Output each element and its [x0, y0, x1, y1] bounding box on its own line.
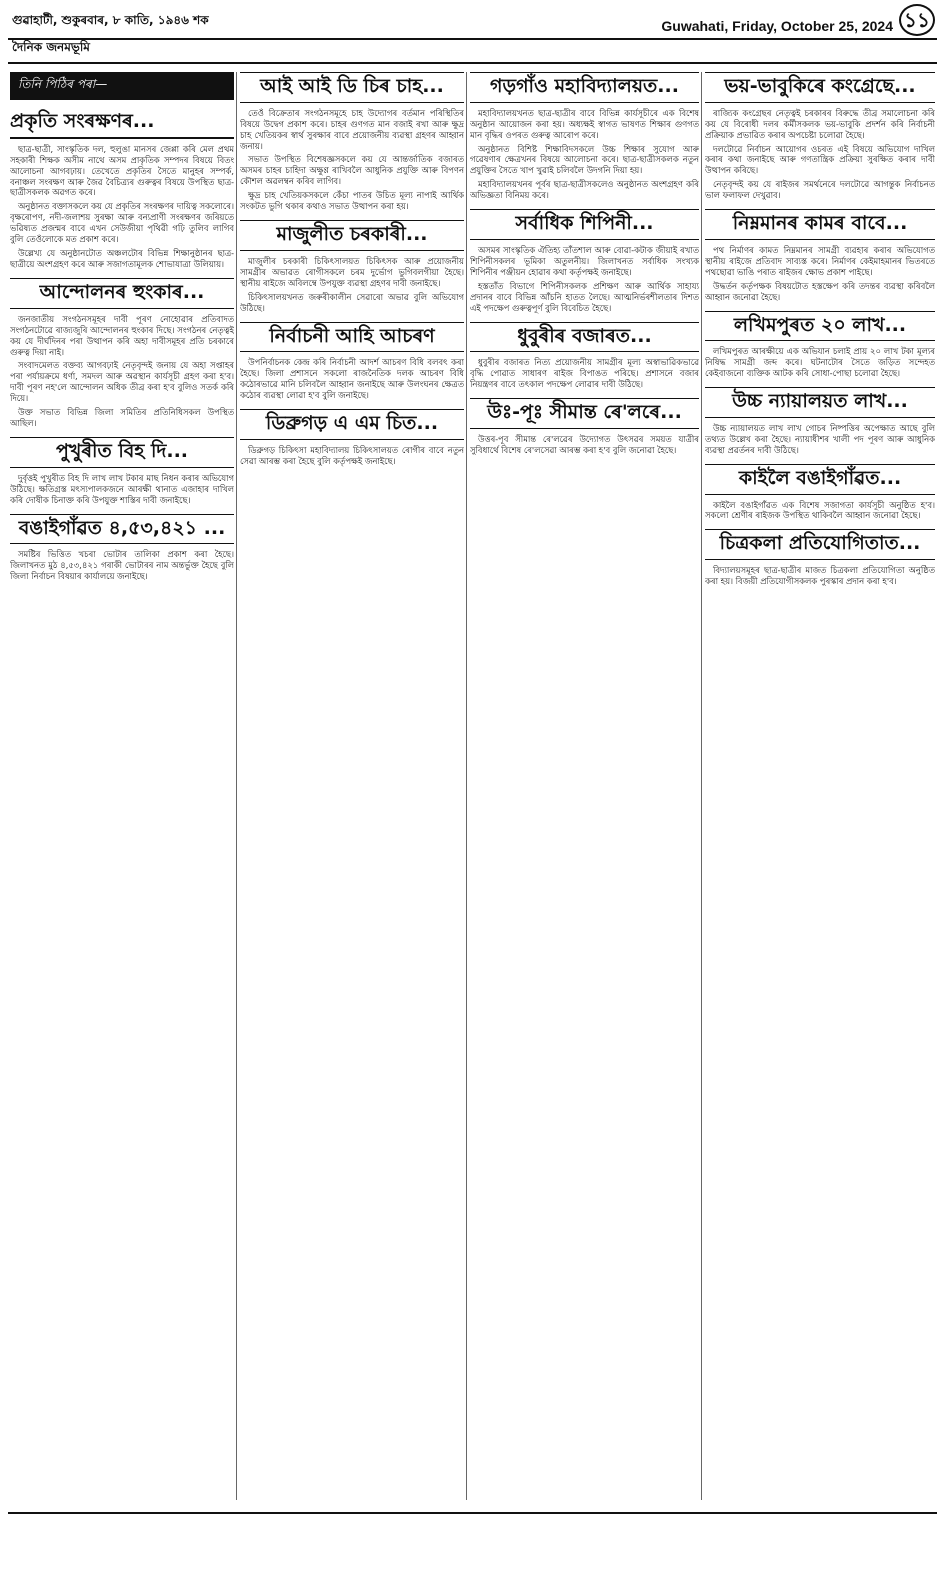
article-body	[10, 314, 234, 429]
article-paragraph: ডিব্ৰুগড় চিকিৎসা মহাবিদ্যালয় চিকিৎসালয়ত ৰোগীৰ বাবে নতুন সেৱা আৰম্ভ কৰা হৈছে বুলি কৰ্তৃপক্ষই জনাইছে।	[240, 444, 464, 466]
masthead-date-english: Guwahati, Friday, October 25, 2024	[661, 18, 893, 34]
article	[240, 220, 464, 313]
article-headline: লখিমপুৰত ২০ লাখ...	[705, 311, 935, 342]
article	[10, 437, 234, 506]
article-paragraph: নেতৃবৃন্দই কয় যে ৰাইজৰ সমৰ্থনেৰে দলটোৱে আগন্তুক নিৰ্বাচনত ভাল ফলাফল দেখুৱাব।	[705, 179, 935, 201]
article-paragraph: তেওঁ বিক্ৰেতাৰ সংগঠনসমূহে চাহ উদ্যোগৰ বৰ্তমান পৰিস্থিতিৰ বিষয়ে উদ্বেগ প্ৰকাশ কৰে। চাহৰ গুণগত মান বজাই ৰখা আৰু ক্ষুদ্ৰ চাহ খেতিয়কৰ স্বাৰ্থ সুৰক্ষাৰ বাবে প্ৰয়োজনীয় ব্যৱস্থা গ্ৰহণৰ আহ্বান জনায়।	[240, 107, 464, 151]
article-paragraph: দুৰ্বৃত্তই পুখুৰীত বিহ দি লাখ লাখ টকাৰ মাছ নিধন কৰাৰ অভিযোগ উঠিছে। ক্ষতিগ্ৰস্ত মৎস্যপালকজনে আৰক্ষী থানাত এজাহাৰ দাখিল কৰি দোষীক চিনাক্ত কৰি উপযুক্ত শাস্তিৰ দাবী জনাইছে।	[10, 472, 234, 505]
article-headline: প্ৰকৃতি সংৰক্ষণৰ...	[10, 108, 234, 139]
article-headline: উঃ-পূঃ সীমান্ত ৰে'লৰে...	[470, 398, 699, 429]
article-body	[705, 245, 935, 303]
article-paragraph: উক্ত সভাত বিভিন্ন জিলা সমিতিৰ প্ৰতিনিধিসকল উপস্থিত আছিল।	[10, 407, 234, 429]
article-paragraph: অনুষ্ঠানত বিশিষ্ট শিক্ষাবিদসকলে উচ্চ শিক্ষাৰ সুযোগ আৰু গৱেষণাৰ ক্ষেত্ৰখনৰ বিষয়ে আলোচনা কৰে। ছাত্ৰ-ছাত্ৰীসকলক নতুন প্ৰযুক্তিৰ সৈতে খাপ খুৱাই চলিবলৈ উদগনি দিয়া হয়।	[470, 143, 699, 176]
article-paragraph: উপনিৰ্বাচনক কেন্দ্ৰ কৰি নিৰ্বাচনী আদৰ্শ আচৰণ বিধি বলবৎ কৰা হৈছে। জিলা প্ৰশাসনে সকলো ৰাজনৈতিক দলক আচৰণ বিধি কঠোৰভাৱে মানি চলিবলৈ আহ্বান জনাইছে আৰু উলংঘনৰ ক্ষেত্ৰত কঠোৰ ব্যৱস্থা লোৱা হ'ব বুলি জনাইছে।	[240, 357, 464, 401]
article-headline: ডিব্ৰুগড় এ এম চিত...	[240, 409, 464, 440]
article-paragraph: উত্তৰ-পূব সীমান্ত ৰে'লৱেৰ উদ্যোগত উৎসৱৰ সময়ত যাত্ৰীৰ সুবিধাৰ্থে বিশেষ ৰে'লসেৱা আৰম্ভ কৰা হ'ব বুলি জনোৱা হৈছে।	[470, 433, 699, 455]
section-tab: তিনি পিঠিৰ পৰা—	[10, 72, 234, 100]
article-paragraph: সমষ্টিৰ ভিত্তিত খচৰা ভোটাৰ তালিকা প্ৰকাশ কৰা হৈছে। জিলাখনত মুঠ ৪,৫৩,৪২১ গৰাকী ভোটাৰৰ নাম অন্তৰ্ভুক্ত হৈছে বুলি জিলা নিৰ্বাচন বিষয়াৰ কাৰ্যালয়ে জনাইছে।	[10, 549, 234, 582]
article-body	[240, 445, 464, 467]
article-body	[10, 144, 234, 270]
article-paragraph: ছাত্ৰ-ছাত্ৰী, সাংস্কৃতিক দল, হুলুঙা মানসৰ জেপ্পা কৰি মেল প্ৰথম সহকাৰী শিক্ষক অসীম নাথে অসম প্ৰাকৃতিক সম্পদৰ বিষয়ে বিতং আলোচনা আগবঢ়ায়। তেখেতে প্ৰকৃতিৰ সৈতে মানুহৰ সম্পৰ্ক, বনাঞ্চল সংৰক্ষণ আৰু জৈৱ বৈচিত্ৰ্যৰ গুৰুত্বৰ বিষয়ে উপস্থিত ছাত্ৰ-ছাত্ৰীসকলক অৱগত কৰে।	[10, 143, 234, 198]
article-headline: আই আই ডি চিৰ চাহ...	[240, 72, 464, 103]
article	[705, 387, 935, 456]
article-headline: ভয়-ভাবুকিৰে কংগ্ৰেছে...	[705, 72, 935, 103]
article-paragraph: মহাবিদ্যালয়খনৰ পূৰ্বৰ ছাত্ৰ-ছাত্ৰীসকলেও অনুষ্ঠানত অংশগ্ৰহণ কৰি অভিজ্ঞতা বিনিময় কৰে।	[470, 179, 699, 201]
article-body	[470, 434, 699, 456]
article-paragraph: মাজুলীৰ চৰকাৰী চিকিৎসালয়ত চিকিৎসক আৰু প্ৰয়োজনীয় সামগ্ৰীৰ অভাৱত ৰোগীসকলে চৰম দুৰ্ভোগ ভুগিবলগীয়া হৈছে। স্থানীয় ৰাইজে অবিলম্বে উপযুক্ত ব্যৱস্থা গ্ৰহণৰ দাবী জনাইছে।	[240, 255, 464, 288]
article-body	[470, 357, 699, 390]
article	[470, 209, 699, 313]
article	[470, 398, 699, 456]
article-body	[705, 108, 935, 201]
article	[240, 72, 464, 212]
article	[10, 278, 234, 429]
article-body	[10, 549, 234, 582]
column-4	[705, 72, 935, 1508]
article-headline: উচ্চ ন্যায়ালয়ত লাখ...	[705, 387, 935, 418]
article	[10, 108, 234, 270]
article-headline: কাইলৈ বঙাইগাঁৱত...	[705, 464, 935, 495]
article	[705, 209, 935, 302]
article	[470, 322, 699, 391]
article	[240, 322, 464, 401]
masthead	[8, 0, 937, 68]
article-body	[705, 500, 935, 522]
column-divider	[236, 72, 237, 1500]
article-paragraph: উচ্চ ন্যায়ালয়ত লাখ লাখ গোচৰ নিষ্পত্তিৰ অপেক্ষাত আছে বুলি তথ্যত উল্লেখ কৰা হৈছে। ন্যায়াধীশৰ খালী পদ পূৰণ আৰু আধুনিক ব্যৱস্থা প্ৰৱৰ্তনৰ দাবী উঠিছে।	[705, 422, 935, 455]
page-number: ১১	[899, 4, 935, 36]
column-divider	[466, 72, 467, 1500]
article-paragraph: লখিমপুৰত আৰক্ষীয়ে এক অভিযান চলাই প্ৰায় ২০ লাখ টকা মূল্যৰ নিষিদ্ধ সামগ্ৰী জব্দ কৰে। ঘটনাটোৰ সৈতে জড়িত সন্দেহত কেইবাজনো ব্যক্তিক আটক কৰি সোধা-পোছা চলোৱা হৈছে।	[705, 346, 935, 379]
article-headline: ধুবুৰীৰ বজাৰত...	[470, 322, 699, 353]
article-paragraph: অসমৰ সাংস্কৃতিক ঐতিহ্য তাঁতশাল আৰু বোৱা-কটাক জীয়াই ৰখাত শিপিনীসকলৰ ভূমিকা অতুলনীয়। জিলাখনত সৰ্বাধিক সংখ্যক শিপিনীৰ পঞ্জীয়ন হোৱাৰ কথা কৰ্তৃপক্ষই জনাইছে।	[470, 244, 699, 277]
article-paragraph: হস্ততাঁত বিভাগে শিপিনীসকলক প্ৰশিক্ষণ আৰু আৰ্থিক সাহায্য প্ৰদানৰ বাবে বিভিন্ন আঁচনি হাতত লৈছে। আত্মনিৰ্ভৰশীলতাৰ দিশত এই পদক্ষেপ গুৰুত্বপূৰ্ণ বুলি বিবেচিত হৈছে।	[470, 280, 699, 313]
column-divider	[701, 72, 702, 1500]
article	[705, 464, 935, 522]
article-paragraph: উদ্ধৰ্তন কৰ্তৃপক্ষক বিষয়টোত হস্তক্ষেপ কৰি তদন্তৰ ব্যৱস্থা কৰিবলৈ আহ্বান জনোৱা হৈছে।	[705, 280, 935, 302]
article-paragraph: ধুবুৰীৰ বজাৰত নিত্য প্ৰয়োজনীয় সামগ্ৰীৰ মূল্য অস্বাভাৱিকভাৱে বৃদ্ধি পোৱাত সাধাৰণ ৰাইজ বিপাঙত পৰিছে। প্ৰশাসনে বজাৰ নিয়ন্ত্ৰণৰ বাবে তৎকাল পদক্ষেপ লোৱাৰ দাবী উঠিছে।	[470, 357, 699, 390]
article-headline: সৰ্বাধিক শিপিনী...	[470, 209, 699, 240]
article-paragraph: বিদ্যালয়সমূহৰ ছাত্ৰ-ছাত্ৰীৰ মাজত চিত্ৰকলা প্ৰতিযোগিতা অনুষ্ঠিত কৰা হয়। বিজয়ী প্ৰতিযোগীসকলক পুৰস্কাৰ প্ৰদান কৰা হ'ব।	[705, 565, 935, 587]
masthead-rule-top	[8, 38, 937, 40]
column-1	[10, 72, 234, 1508]
article-headline: আন্দোলনৰ হুংকাৰ...	[10, 278, 234, 309]
article-body	[240, 357, 464, 401]
article-body	[10, 473, 234, 506]
article-paragraph: পথ নিৰ্মাণৰ কামত নিম্নমানৰ সামগ্ৰী ব্যৱহাৰ কৰাৰ অভিযোগত স্থানীয় ৰাইজে প্ৰতিবাদ সাব্যস্ত কৰে। নিৰ্মাণৰ কেইমাহমানৰ ভিতৰতে পথছোৱা ভাঙি পৰাত ৰাইজৰ ক্ষোভ প্ৰকাশ পাইছে।	[705, 244, 935, 277]
column-3	[470, 72, 699, 1508]
masthead-rule-bottom	[8, 62, 937, 64]
footer-rule	[8, 1512, 937, 1514]
article-headline: চিত্ৰকলা প্ৰতিযোগিতাত...	[705, 529, 935, 560]
article-body	[705, 346, 935, 379]
article-body	[470, 245, 699, 314]
article-headline: নিৰ্বাচনী আহি আচৰণ	[240, 322, 464, 353]
article-body	[240, 108, 464, 212]
article-paragraph: কাইলৈ বঙাইগাঁৱত এক বিশেষ সজাগতা কাৰ্যসূচী অনুষ্ঠিত হ'ব। সকলো শ্ৰেণীৰ ৰাইজক উপস্থিত থাকিবলৈ আহ্বান জনোৱা হৈছে।	[705, 499, 935, 521]
column-2	[240, 72, 464, 1508]
article-headline: নিম্নমানৰ কামৰ বাবে...	[705, 209, 935, 240]
article	[705, 72, 935, 201]
article-headline: বঙাইগাঁৱত ৪,৫৩,৪২১ ...	[10, 514, 234, 545]
article-body	[470, 108, 699, 201]
masthead-paper-name: দৈনিক জনমভূমি	[12, 40, 90, 54]
article-headline: গড়গাঁও মহাবিদ্যালয়ত...	[470, 72, 699, 103]
article-paragraph: ক্ষুদ্ৰ চাহ খেতিয়কসকলে কেঁচা পাতৰ উচিত মূল্য নাপাই আৰ্থিক সংকটত ভুগি থকাৰ কথাও সভাত উত্থাপন কৰা হয়।	[240, 190, 464, 212]
article	[470, 72, 699, 201]
article-paragraph: সংবাদমেলত বক্তব্য আগবঢ়াই নেতৃবৃন্দই জনায় যে অহা সপ্তাহৰ পৰা পৰ্যায়ক্ৰমে ধৰ্ণা, সমদল আৰু অৱস্থান কাৰ্যসূচী গ্ৰহণ কৰা হ'ব। দাবী পূৰণ নহ'লে আন্দোলন অধিক তীব্ৰ কৰা হ'ব বুলিও সতৰ্ক কৰি দিয়ে।	[10, 360, 234, 404]
article-paragraph: মহাবিদ্যালয়খনত ছাত্ৰ-ছাত্ৰীৰ বাবে বিভিন্ন কাৰ্যসূচীৰে এক বিশেষ অনুষ্ঠান আয়োজন কৰা হয়। অধ্যক্ষই স্বাগত ভাষণত শিক্ষাৰ গুণগত মান বৃদ্ধিৰ ওপৰত গুৰুত্ব আৰোপ কৰে।	[470, 107, 699, 140]
article-paragraph: সভাত উপস্থিত বিশেষজ্ঞসকলে কয় যে আন্তৰ্জাতিক বজাৰত অসমৰ চাহৰ চাহিদা অক্ষুণ্ণ ৰাখিবলৈ আধুনিক প্ৰযুক্তি আৰু বিপণন কৌশল অৱলম্বন কৰিব লাগিব।	[240, 154, 464, 187]
article-paragraph: অনুষ্ঠানত বক্তাসকলে কয় যে প্ৰকৃতিৰ সংৰক্ষণৰ দায়িত্ব সকলোৰে। বৃক্ষৰোপণ, নদী-জলাশয় সুৰক্ষা আৰু বন্যপ্ৰাণী সংৰক্ষণৰ জৰিয়তে ভৱিষ্যত প্ৰজন্মৰ বাবে এখন সেউজীয়া পৃথিৱী গঢ়ি তুলিব লাগিব বুলি তেওঁলোকে মত প্ৰকাশ কৰে।	[10, 201, 234, 245]
article-body	[705, 565, 935, 587]
article-paragraph: দলটোৱে নিৰ্বাচন আয়োগৰ ওচৰত এই বিষয়ে অভিযোগ দাখিল কৰাৰ কথা জনাইছে আৰু গণতান্ত্ৰিক প্ৰক্ৰিয়া সুৰক্ষিত কৰাৰ দাবী উত্থাপন কৰিছে।	[705, 143, 935, 176]
article-paragraph: ৰাজ্যিক কংগ্ৰেছৰ নেতৃত্বই চৰকাৰৰ বিৰুদ্ধে তীব্ৰ সমালোচনা কৰি কয় যে বিৰোধী দলৰ কৰ্মীসকলক ভয়-ভাবুকি প্ৰদৰ্শন কৰি নিৰ্বাচনী প্ৰক্ৰিয়াক প্ৰভাৱিত কৰাৰ অপচেষ্টা চলোৱা হৈছে।	[705, 107, 935, 140]
masthead-date-assamese: গুৱাহাটী, শুকুৰবাৰ, ৮ কাতি, ১৯৪৬ শক	[12, 13, 209, 27]
article-body	[240, 256, 464, 314]
article	[240, 409, 464, 467]
article	[10, 514, 234, 583]
article-body	[705, 423, 935, 456]
article	[705, 529, 935, 587]
article	[705, 311, 935, 380]
article-paragraph: চিকিৎসালয়খনত জৰুৰীকালীন সেৱাৰো অভাৱ বুলি অভিযোগ উঠিছে।	[240, 291, 464, 313]
article-paragraph: জনজাতীয় সংগঠনসমূহৰ দাবী পূৰণ নোহোৱাৰ প্ৰতিবাদত সংগঠনটোৱে ৰাজ্যজুৰি আন্দোলনৰ হুংকাৰ দিছে। সংগঠনৰ নেতৃত্বই কয় যে দীৰ্ঘদিনৰ পৰা উত্থাপন কৰি অহা দাবীসমূহৰ প্ৰতি চৰকাৰে গুৰুত্ব দিয়া নাই।	[10, 313, 234, 357]
article-headline: পুখুৰীত বিহ দি...	[10, 437, 234, 468]
article-paragraph: উল্লেখ্য যে অনুষ্ঠানটোত অঞ্চলটোৰ বিভিন্ন শিক্ষানুষ্ঠানৰ ছাত্ৰ-ছাত্ৰীয়ে অংশগ্ৰহণ কৰে আৰু সজাগতামূলক শোভাযাত্ৰা উলিয়ায়।	[10, 248, 234, 270]
article-headline: মাজুলীত চৰকাৰী...	[240, 220, 464, 251]
